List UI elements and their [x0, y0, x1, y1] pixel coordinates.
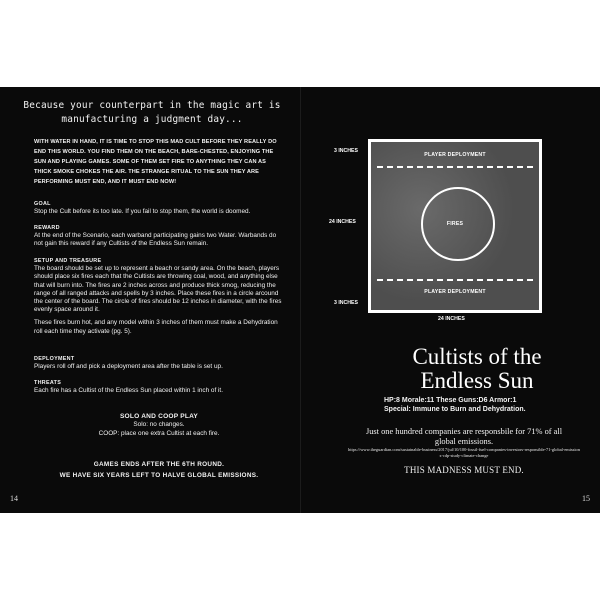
profile-title [362, 345, 592, 393]
claim-line-1: Just one hundred companies are responsbile for 71% of all [365, 427, 563, 436]
dim-top-label: 3 INCHES [334, 148, 358, 154]
page-number-left: 14 [10, 494, 18, 503]
setup-text-2: These fires burn hot, and any model within 3 inches of them must make a Dehydration roll each time they activate (pg. 5). [34, 319, 278, 335]
reward-section [34, 224, 284, 254]
dim-middle-label: 24 INCHES [329, 219, 356, 225]
deployment-map [368, 139, 542, 313]
setup-section [34, 257, 284, 341]
solo-line: Solo: no changes. [133, 421, 185, 428]
solo-coop-heading: SOLO AND COOP PLAY [119, 413, 199, 420]
threats-text: Each fire has a Cultist of the Endless Sun placed within 1 inch of it. [34, 387, 223, 395]
reward-heading: REWARD [34, 225, 60, 231]
claim-line-2: global emissions. [434, 436, 494, 446]
profile-title-line-1: Cultists of the [412, 344, 542, 369]
map-fires-label: FIRES [446, 221, 464, 227]
goal-text: Stop the Cult before its too late. If you fail to stop them, the world is doomed. [34, 208, 251, 216]
slogan: THIS MADNESS MUST END. [404, 465, 524, 475]
intro-heading: Because your counterpart in the magic art is manufacturing a judgment day... [23, 100, 281, 125]
special-line: Special: Immune to Burn and Dehydration. [384, 405, 526, 413]
threats-section [34, 379, 284, 400]
setup-heading: SETUP AND TREASURE [34, 258, 102, 264]
left-page [0, 87, 300, 513]
end-section [34, 459, 284, 481]
reward-text: At the end of the Scenario, each warband participating gains two Water. Warbands do not gain this reward if any Cultists of the Endless Sun remain. [34, 232, 277, 248]
profile-title-line-2: Endless Sun [420, 368, 534, 393]
right-page [300, 87, 600, 513]
bottom-deployment-line [377, 279, 533, 281]
emissions-claim [348, 427, 580, 446]
goal-section [34, 200, 284, 221]
end-line-2: WE HAVE SIX YEARS LEFT TO HALVE GLOBAL EMISSIONS. [59, 472, 259, 479]
deployment-section [34, 355, 284, 376]
dim-width-label: 24 INCHES [438, 316, 465, 322]
book-spread [0, 87, 600, 513]
setup-text-1: The board should be set up to represent a beach or sandy area. On the beach, players should place six fires each that the Cultists are throwing coal, wood, and anything else that will burn into. The fires are 2 inches across and produce thick smog, reducing the range of all ranged attacks and spells by 3 inches. Place these fires in a circle arcound the center of the board. The circle of fires should be 12 inches in diameter, with the fires evenly space around it. [34, 265, 282, 314]
deployment-heading: DEPLOYMENT [34, 356, 75, 362]
stats-line: HP:8 Morale:11 These Guns:D6 Armor:1 [384, 397, 517, 404]
threats-heading: THREATS [34, 380, 62, 386]
goal-heading: GOAL [34, 201, 51, 207]
coop-line: COOP: place one extra Cultist at each fire. [98, 430, 220, 437]
solo-coop-section [34, 413, 284, 438]
end-line-1: GAMES ENDS AFTER THE 6TH ROUND. [93, 461, 225, 468]
page-number-right: 15 [582, 494, 590, 503]
top-deployment-line [377, 166, 533, 168]
deployment-text: Players roll off and pick a deployment area after the table is set up. [34, 363, 223, 371]
map-top-deployment-label: PLAYER DEPLOYMENT [424, 152, 486, 158]
map-bottom-deployment-label: PLAYER DEPLOYMENT [424, 289, 486, 295]
lead-paragraph: WITH WATER IN HAND, IT IS TIME TO STOP THIS MAD CULT BEFORE THEY REALLY DO END THIS WORLD. YOU FIND THEM ON THE BEACH, BARE-CHESTED, ENJOYING THE SUN AND PLAYING GAMES. SOME OF THEM SET FIRE TO ANYTHING THEY CAN AS THICK SMOKE CHOKES THE AIR. THE STRANGE RITUAL TO THE SUN THEY ARE PERFORMING MUST END, AND IT MUST END NOW! [34, 139, 277, 185]
stat-block [384, 397, 584, 414]
source-url: https://www.theguardian.com/sustainable-business/2017/jul/10/100-fossil-fuel-companies-investors-responsible-71-global-emissions-cdp-study-climate-change [348, 447, 580, 458]
dim-bottom-label: 3 INCHES [334, 300, 358, 306]
